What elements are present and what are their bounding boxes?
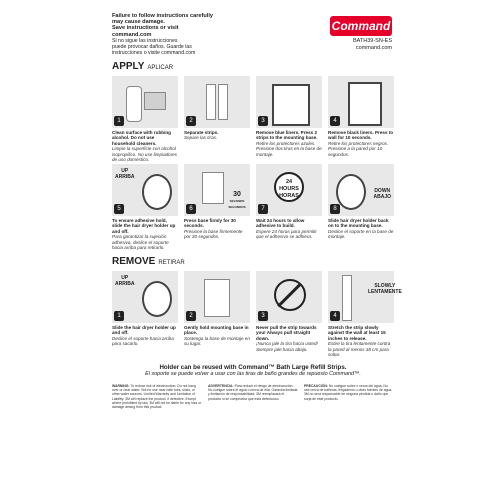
seconds-text: SECONDS SEGUNDOS bbox=[228, 199, 246, 209]
step-illustration bbox=[184, 76, 250, 128]
legal-heading: WARNING: bbox=[112, 384, 130, 388]
header-line: may cause damage. bbox=[112, 19, 165, 26]
step-caption bbox=[112, 218, 178, 250]
step-text-en: Slide hair dryer holder back on to the mounting base. bbox=[328, 218, 389, 229]
slowly-label: SLOWLY bbox=[374, 283, 396, 289]
step-number: 8 bbox=[330, 204, 340, 214]
step-caption bbox=[328, 130, 394, 157]
remove-title bbox=[112, 256, 185, 267]
step-text-es: Para garantizar la sujeción adhesiva, deslice el soporte hacia arriba para retirarlo. bbox=[112, 234, 169, 251]
step-number: 1 bbox=[114, 311, 124, 321]
apply-steps bbox=[112, 76, 394, 251]
step-illustration bbox=[256, 164, 322, 216]
step-text-en: Remove blue liners. Press 2 strips to the mounting base. bbox=[256, 130, 318, 141]
step-text-es: Presione la base firmemente por 30 segundos. bbox=[184, 228, 243, 240]
step-number: 3 bbox=[258, 116, 268, 126]
step-text-es: ¡Nunca jale la tira hacia usted! Siempre jale hacia abajo. bbox=[256, 341, 318, 352]
apply-step-3 bbox=[256, 76, 322, 157]
step-text-en: Never pull the strip towards you! Always pull straight down. bbox=[256, 325, 317, 341]
slowly-label-es: LENTAMENTE bbox=[368, 289, 402, 295]
reuse-note bbox=[112, 364, 394, 377]
step-text-es: Separe las tiras. bbox=[184, 135, 218, 141]
header-warning bbox=[112, 13, 262, 56]
slowly-arrow-label bbox=[368, 283, 402, 295]
step-caption bbox=[112, 325, 178, 347]
step-text-en: Separate strips. bbox=[184, 130, 219, 135]
website: command.com bbox=[355, 45, 392, 51]
step-text-es: Sostenga la base de montaje en su lugar. bbox=[184, 335, 250, 347]
up-label-es: ARRIBA bbox=[115, 281, 135, 287]
remove-steps bbox=[112, 271, 402, 361]
step-illustration bbox=[112, 76, 178, 128]
step-text-es: Estire la tira lentamente contra la pared al menos 38 cm para soltar. bbox=[328, 341, 391, 358]
legal-heading: ADVERTENCIA: bbox=[208, 384, 234, 388]
up-arrow-label bbox=[115, 275, 134, 287]
step-text-en: Clean surface with rubbing alcohol. Do not use household cleaners. bbox=[112, 130, 171, 146]
remove-title-es: RETIRAR bbox=[158, 260, 185, 266]
step-illustration bbox=[112, 164, 178, 216]
apply-step-7 bbox=[256, 164, 322, 240]
step-number: 4 bbox=[330, 311, 340, 321]
header-line-es: Si no sigue las instrucciones bbox=[112, 37, 178, 44]
remove-title-en: REMOVE bbox=[112, 256, 156, 267]
step-number: 3 bbox=[258, 311, 268, 321]
step-number: 1 bbox=[114, 116, 124, 126]
step-number: 2 bbox=[186, 116, 196, 126]
step-number: 5 bbox=[114, 204, 124, 214]
step-text-es: Retire los protectores azules. Presione dos tiras en la base de montaje. bbox=[256, 140, 322, 157]
apply-step-1 bbox=[112, 76, 178, 162]
remove-step-4 bbox=[328, 271, 402, 358]
legal-column bbox=[112, 384, 202, 409]
up-label: UP bbox=[121, 275, 129, 281]
step-text-en: Press base firmly for 30 seconds. bbox=[184, 218, 236, 229]
hours-label: 24 HOURS bbox=[279, 179, 299, 192]
reuse-title: Holder can be reused with Command™ Bath Large Refill Strips. bbox=[159, 364, 347, 371]
down-arrow-label bbox=[373, 188, 391, 200]
step-illustration bbox=[328, 76, 394, 128]
header-line-es: instrucciones o visite command.com bbox=[112, 50, 196, 57]
apply-step-4 bbox=[328, 76, 394, 157]
legal-body: No cuelgue sobre o cerca del agua. No use cerca de bañeras, fregaderos u otras fuentes de agua. 3M no será responsable de ninguna pérdida o daño que surja de este producto. bbox=[304, 384, 393, 401]
step-illustration bbox=[184, 271, 250, 323]
step-caption bbox=[328, 218, 394, 240]
step-number: 4 bbox=[330, 116, 340, 126]
apply-title-es: APLICAR bbox=[147, 65, 174, 71]
apply-step-2 bbox=[184, 76, 250, 141]
step-illustration bbox=[328, 164, 394, 216]
step-text-en: Wait 24 hours to allow adhesive to build. bbox=[256, 218, 305, 229]
hours-label-es: HORAS bbox=[279, 193, 299, 199]
step-text-es: Limpie la superficie con alcohol isopropílico. No use limpiadores de uso doméstico. bbox=[112, 146, 178, 163]
up-arrow-label bbox=[115, 168, 134, 180]
step-caption bbox=[328, 325, 394, 357]
step-number: 6 bbox=[186, 204, 196, 214]
step-text-es: Espere 24 horas para permitir que el adhesivo se adhiera. bbox=[256, 228, 317, 240]
apply-title bbox=[112, 61, 173, 72]
apply-step-6 bbox=[184, 164, 250, 240]
step-caption bbox=[256, 130, 322, 157]
legal-body: Para reducir el riesgo de electrocución: No cuelgue sobre el agua o cerca de ella. Garantía limitada y limitación de responsabilidad: 3M reemplazará el producto si se comprueba que está defectuoso. bbox=[208, 384, 298, 401]
step-text-es: Deslice el soporte en la base de montaje. bbox=[328, 228, 394, 240]
step-text-en: Gently hold mounting base in place. bbox=[184, 325, 249, 336]
step-illustration bbox=[184, 164, 250, 216]
apply-step-5 bbox=[112, 164, 178, 250]
step-caption bbox=[256, 325, 322, 352]
step-text-en: Remove black liners. Press to wall for 10 seconds. bbox=[328, 130, 394, 141]
legal-heading: PRECAUCIÓN: bbox=[304, 384, 328, 388]
legal-column bbox=[208, 384, 298, 401]
step-number: 2 bbox=[186, 311, 196, 321]
step-text-en: Stretch the strip slowly against the wall at least 15 inches to release. bbox=[328, 325, 386, 341]
prohibited-icon bbox=[274, 279, 306, 311]
apply-step-8 bbox=[328, 164, 394, 240]
reuse-subtitle: El soporte se puede volver a usar con las tiras de baño grandes de repuesto Command™. bbox=[145, 371, 361, 377]
step-illustration bbox=[328, 271, 402, 323]
step-illustration bbox=[256, 271, 322, 323]
step-text-en: To ensure adhesive hold, slide the hair dryer holder up and off. bbox=[112, 218, 176, 234]
step-number: 7 bbox=[258, 204, 268, 214]
instruction-sheet bbox=[100, 6, 400, 476]
product-code: BATH39-SN-ES bbox=[352, 38, 392, 44]
remove-step-3 bbox=[256, 271, 322, 352]
remove-step-2 bbox=[184, 271, 250, 347]
header-line: Save instructions or visit bbox=[112, 25, 179, 32]
up-label-es: ARRIBA bbox=[115, 174, 135, 180]
step-caption bbox=[256, 218, 322, 240]
step-text-en: Slide the hair dryer holder up and off. bbox=[112, 325, 176, 336]
down-label-es: ABAJO bbox=[373, 194, 391, 200]
step-caption bbox=[184, 325, 250, 347]
remove-step-1 bbox=[112, 271, 178, 347]
clock-icon bbox=[274, 172, 304, 202]
step-text-es: Retire los protectores negros. Presione a la pared por 10 segundos. bbox=[328, 140, 389, 157]
up-label: UP bbox=[121, 168, 129, 174]
seconds-label bbox=[228, 192, 246, 210]
header-line-es: puede provocar daños. Guarde las bbox=[112, 44, 192, 51]
header-line: command.com bbox=[112, 31, 152, 38]
step-caption bbox=[112, 130, 178, 162]
legal-column bbox=[304, 384, 394, 401]
step-caption bbox=[184, 130, 250, 141]
step-illustration bbox=[112, 271, 178, 323]
seconds-value: 30 bbox=[233, 191, 241, 198]
legal-body: To reduce risk of electrocution: Do not hang over or near water. Not for use near bath tubs, sinks, or other water sources. Limited Warranty and Limitation of Liability: 3M will replace the product, if defective. Except where prohibited by law, 3M will not be liable for any loss or damage arising from this product. bbox=[112, 384, 202, 410]
step-illustration bbox=[256, 76, 322, 128]
header-line: Failure to follow instructions carefully bbox=[112, 13, 214, 19]
apply-title-en: APPLY bbox=[112, 61, 145, 72]
step-text-es: Deslice el soporte hacia arriba para sacarlo. bbox=[112, 335, 174, 347]
command-logo: Command bbox=[330, 16, 392, 36]
down-label: DOWN bbox=[374, 188, 391, 194]
step-caption bbox=[184, 218, 250, 240]
product-codes bbox=[353, 38, 392, 52]
